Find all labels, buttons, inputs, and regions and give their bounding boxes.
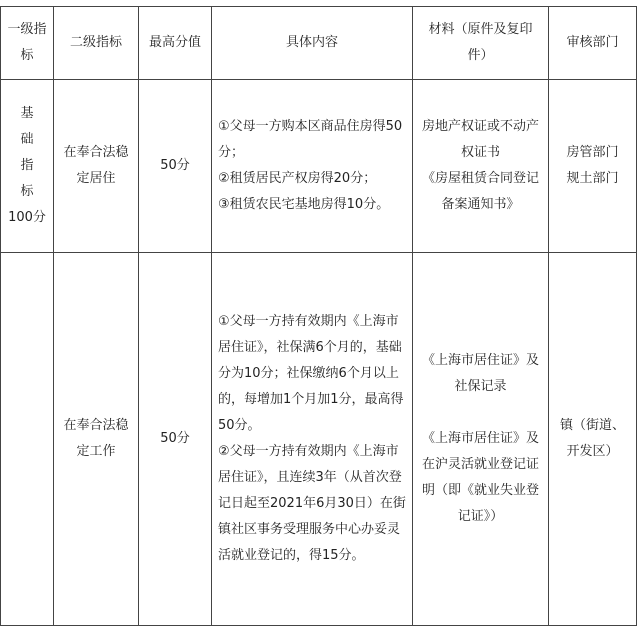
dept-item: 规土部门	[566, 171, 619, 186]
material-item: 《上海市居住证》及在沪灵活就业登记证明（即《就业失业登记证》）	[421, 431, 539, 524]
content-item: ①父母一方购本区商品住房得50分；	[218, 119, 403, 160]
level1-text: 础	[20, 132, 34, 147]
materials-cell	[413, 253, 549, 626]
level1-text: 100分	[8, 210, 46, 225]
level1-text: 标	[20, 184, 34, 199]
dept-item: 镇（街道、开发区）	[559, 418, 625, 459]
dept-item: 房管部门	[566, 145, 619, 160]
score-cell: 50分	[139, 80, 212, 253]
material-item: 房地产权证或不动产权证书	[421, 119, 539, 160]
level1-cell	[1, 80, 54, 253]
materials-cell	[413, 80, 549, 253]
content-item: ③租赁农民宅基地房得10分。	[218, 197, 390, 212]
header-dept: 审核部门	[549, 7, 637, 80]
header-level1: 一级指标	[1, 7, 54, 80]
header-max-score: 最高分值	[139, 7, 212, 80]
content-cell	[212, 253, 413, 626]
level1-text: 基	[20, 106, 34, 121]
content-item: ①父母一方持有效期内《上海市居住证》，社保满6个月的，基础分为10分；社保缴纳6个月以上的，每增加1个月加1分，最高得50分。	[218, 314, 404, 433]
level1-cell	[1, 253, 54, 626]
header-row	[1, 7, 637, 80]
material-item: 《上海市居住证》及社保记录	[421, 353, 539, 394]
dept-cell	[549, 80, 637, 253]
header-materials: 材料（原件及复印件）	[413, 7, 549, 80]
dept-cell	[549, 253, 637, 626]
content-cell	[212, 80, 413, 253]
material-item: 《房屋租赁合同登记备案通知书》	[421, 171, 539, 212]
content-item: ②租赁居民产权房得20分；	[218, 171, 377, 186]
table-row	[1, 80, 637, 253]
header-level2: 二级指标	[54, 7, 139, 80]
table-continuation-edge	[0, 629, 636, 633]
level2-cell: 在奉合法稳定居住	[54, 80, 139, 253]
policy-table	[0, 6, 637, 626]
score-cell: 50分	[139, 253, 212, 626]
level2-cell: 在奉合法稳定工作	[54, 253, 139, 626]
level1-text: 指	[20, 158, 34, 173]
header-content: 具体内容	[212, 7, 413, 80]
content-item: ②父母一方持有效期内《上海市居住证》，且连续3年（从首次登记日起至2021年6月30日）在街镇社区事务受理服务中心办妥灵活就业登记的，得15分。	[218, 444, 406, 563]
table-row	[1, 253, 637, 626]
